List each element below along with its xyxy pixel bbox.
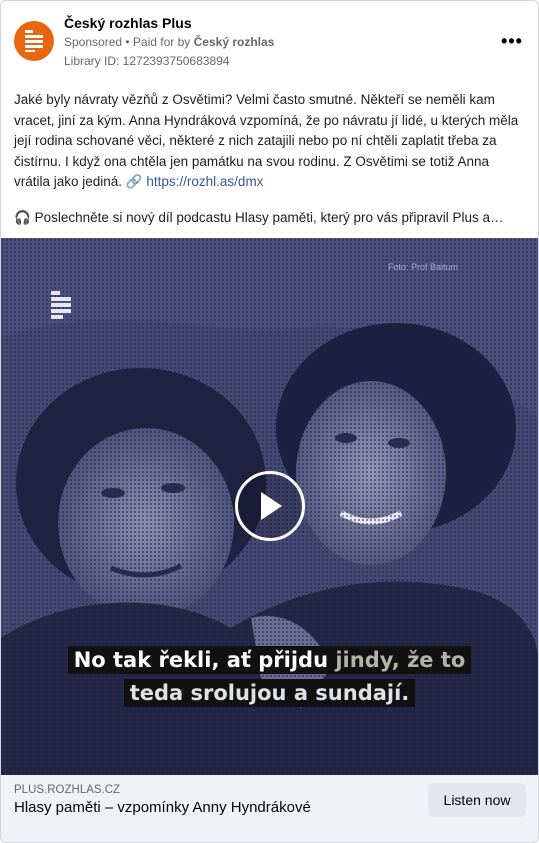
subtitle-line-1 [1,648,538,672]
post-body [14,90,528,193]
more-options-icon[interactable]: ••• [501,30,523,51]
paid-for-by: Český rozhlas [193,35,275,49]
page-avatar[interactable] [14,21,54,61]
post-header [14,13,526,69]
headphones-icon: 🎧 [14,210,31,225]
link-domain: PLUS.ROZHLAS.CZ [14,784,121,796]
subtitle-line-1-dim: jindy, že to [335,648,466,672]
subtitle-line-1-white: No tak řekli, ať přijdu [73,648,336,672]
subtitle-line-2-box [124,679,416,707]
video-media[interactable] [1,238,538,775]
link-headline[interactable]: Hlasy paměti – vzpomínky Anny Hyndrákové [14,799,311,816]
play-triangle-icon [255,489,285,523]
library-id: Library ID: 1272393750683894 [64,54,230,68]
photo-credit: Foto: Prof Baitum [387,262,458,272]
subtitle-line-2 [1,681,538,705]
paid-for-prefix: • Paid for by [122,35,194,49]
podcast-text: Poslechněte si nový díl podcastu Hlasy paměti, který pro vás připravil Plus a… [34,210,504,225]
post-link[interactable]: https://rozhl.as/dmx [146,174,264,189]
page-name[interactable]: Český rozhlas Plus [64,15,192,31]
sponsored-meta [64,35,274,49]
cro-logo-icon [23,29,45,53]
listen-now-button[interactable]: Listen now [428,783,526,817]
link-preview-footer[interactable] [1,775,538,842]
play-button-icon[interactable] [235,471,305,541]
subtitle-line-1-box [68,646,472,674]
post-text: Jaké byly návraty vězňů z Osvětimi? Velmi často smutné. Někteří se neměli kam vracet, jiní za kým. Anna Hyndráková vzpomíná, že po návratu jí lidé, u kterých měla její rodina schované věci, některé z nich zatajili nebo po ní chtěli zaplatit třeba za čistírnu. I když ona chtěla jen památku na svou rodinu. Z Osvětimi se totiž Anna vrátila jako jediná. [14,92,519,189]
sponsored-label[interactable]: Sponsored [64,35,123,49]
link-icon: 🔗 [125,174,143,189]
subtitle-line-2-text: teda srolujou a sundají. [129,681,410,705]
cro-watermark-icon [51,291,73,321]
podcast-line [14,208,528,228]
